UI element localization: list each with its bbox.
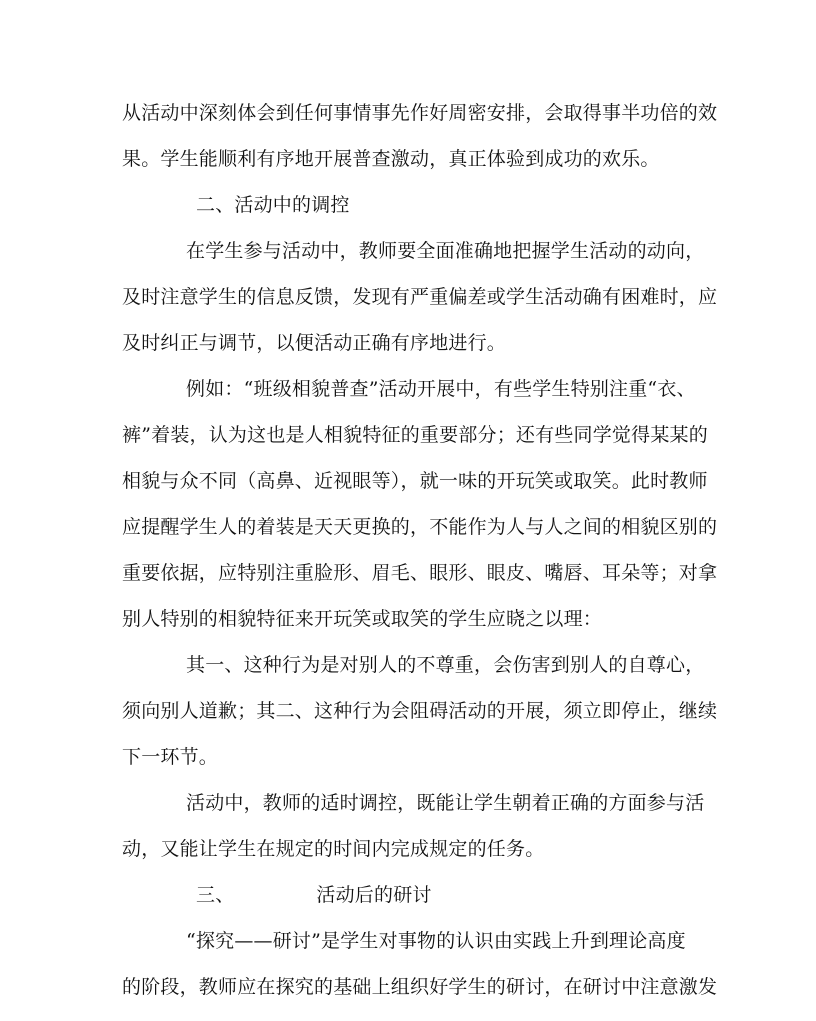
body-text-line: 动，又能让学生在规定的时间内完成规定的任务。 <box>122 838 545 860</box>
section-heading: 二、活动中的调控 <box>196 194 350 216</box>
body-text-line: 例如：“班级相貌普查”活动开展中，有些学生特别注重“衣、 <box>186 378 696 400</box>
body-text-line: 相貌与众不同（高鼻、近视眼等），就一味的开玩笑或取笑。此时教师 <box>122 470 708 492</box>
body-text-line: 从活动中深刻体会到任何事情事先作好周密安排，会取得事半功倍的效 <box>122 102 718 124</box>
section-heading-text: 活动后的研讨 <box>316 884 432 906</box>
body-text-line: 及时纠正与调节，以便活动正确有序地进行。 <box>122 332 507 354</box>
section-heading-number: 三、 <box>196 884 235 906</box>
body-text-line: 活动中，教师的适时调控，既能让学生朝着正确的方面参与活 <box>186 792 705 814</box>
body-text-line: 的阶段，教师应在探究的基础上组织好学生的研讨，在研讨中注意激发 <box>122 976 718 998</box>
section-heading <box>196 882 774 908</box>
body-text-line: 在学生参与活动中，教师要全面准确地把握学生活动的动向， <box>186 240 705 262</box>
body-text-line: 须向别人道歉；其二、这种行为会阻碍活动的开展，须立即停止，继续 <box>122 700 718 722</box>
body-text-line: 别人特别的相貌特征来开玩笑或取笑的学生应晓之以理： <box>122 608 603 630</box>
body-text-line: 下一环节。 <box>122 746 219 768</box>
body-text-line: 应提醒学生人的着装是天天更换的，不能作为人与人之间的相貌区别的 <box>122 516 718 538</box>
body-text-line: 裤”着装，认为这也是人相貌特征的重要部分；还有些同学觉得某某的 <box>122 424 708 446</box>
body-text-line: “探究——研讨”是学生对事物的认识由实践上升到理论高度 <box>186 930 686 952</box>
body-text-line: 重要依据，应特别注重脸形、眉毛、眼形、眼皮、嘴唇、耳朵等；对拿 <box>122 562 718 584</box>
body-text-line: 及时注意学生的信息反馈，发现有严重偏差或学生活动确有困难时，应 <box>122 286 718 308</box>
body-text-line: 其一、这种行为是对别人的不尊重，会伤害到别人的自尊心， <box>186 654 705 676</box>
body-text-line: 果。学生能顺利有序地开展普查激动，真正体验到成功的欢乐。 <box>122 148 660 170</box>
